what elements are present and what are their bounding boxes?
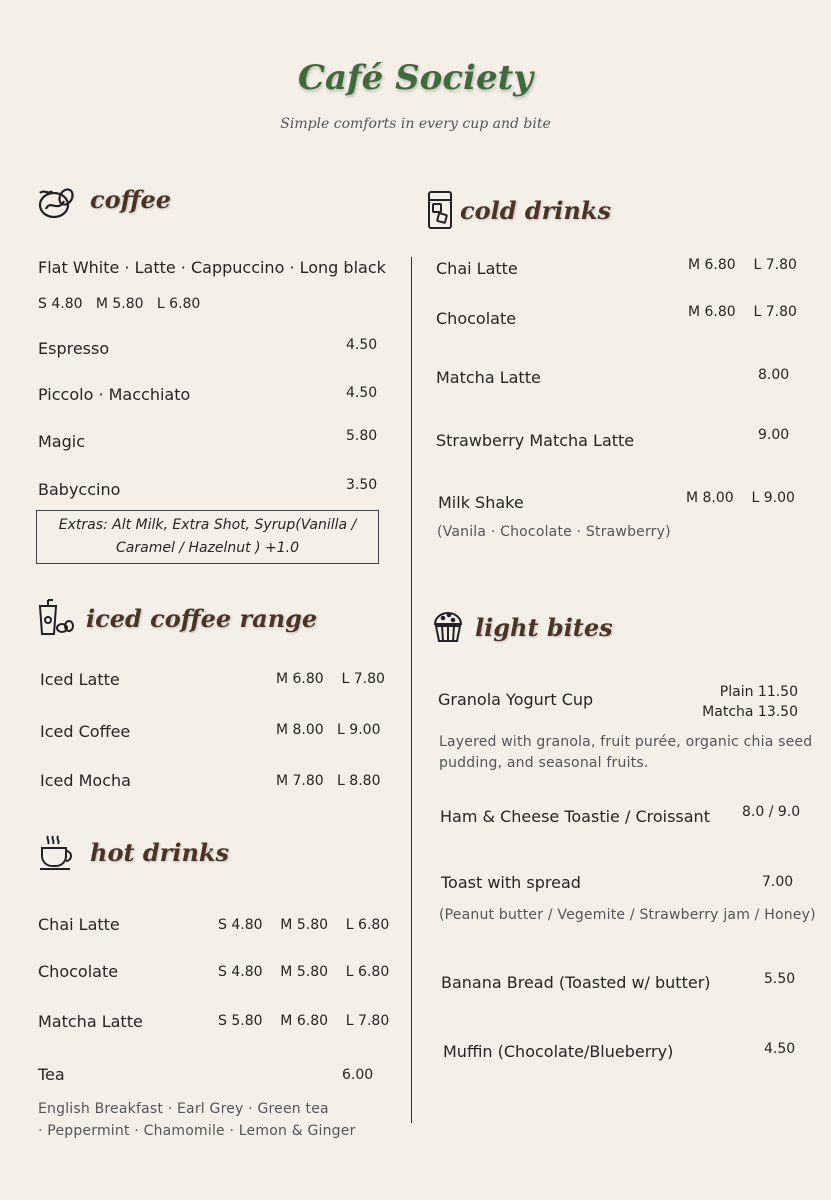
tea-note-line-2: · Peppermint · Chamomile · Lemon & Ginger <box>38 1123 356 1139</box>
menu-item-cold-chai-latte: Chai Latte <box>436 259 518 278</box>
menu-item-tea: Tea <box>38 1065 65 1084</box>
section-title-coffee: coffee <box>90 185 172 214</box>
granola-note-line-2: pudding, and seasonal fruits. <box>439 755 649 771</box>
menu-item-magic: Magic <box>38 432 86 451</box>
price-toast-with-spread: 7.00 <box>762 874 794 890</box>
menu-item-toast-with-spread: Toast with spread <box>441 873 581 892</box>
menu-title: Café Society <box>297 58 534 98</box>
menu-item-milk-shake: Milk Shake <box>438 493 524 512</box>
granola-note-line-1: Layered with granola, fruit purée, organic chia seed <box>439 734 813 750</box>
price-iced-mocha: M 7.80 L 8.80 <box>276 773 381 789</box>
extras-line-2: Caramel / Hazelnut ) +1.0 <box>116 540 299 556</box>
menu-item-iced-coffee: Iced Coffee <box>40 722 131 741</box>
menu-item-muffin: Muffin (Chocolate/Blueberry) <box>443 1042 674 1061</box>
iced-glass-icon <box>427 190 453 234</box>
section-title-light-bites: light bites <box>475 613 613 642</box>
iced-coffee-cup-icon <box>34 598 74 642</box>
section-title-hot-drinks: hot drinks <box>90 838 230 867</box>
price-cold-matcha-latte: 8.00 <box>758 367 790 383</box>
price-hot-matcha-latte: S 5.80 M 6.80 L 7.80 <box>218 1013 390 1029</box>
price-granola-plain: Plain 11.50 <box>719 684 798 700</box>
muffin-icon <box>431 608 465 648</box>
milkshake-flavors-note: (Vanila · Chocolate · Strawberry) <box>437 524 671 540</box>
coffee-beans-icon <box>36 185 76 227</box>
price-cold-chocolate: M 6.80 L 7.80 <box>688 304 797 320</box>
price-banana-bread: 5.50 <box>764 971 796 987</box>
menu-item-strawberry-matcha-latte: Strawberry Matcha Latte <box>436 431 635 450</box>
price-espresso: 4.50 <box>346 337 378 353</box>
price-babyccino: 3.50 <box>346 477 378 493</box>
price-strawberry-matcha-latte: 9.00 <box>758 427 790 443</box>
menu-item-hot-chai-latte: Chai Latte <box>38 915 120 934</box>
price-cold-chai-latte: M 6.80 L 7.80 <box>688 257 797 273</box>
section-title-cold-drinks: cold drinks <box>460 196 612 225</box>
menu-item-ham-cheese-toastie: Ham & Cheese Toastie / Croissant <box>440 807 710 826</box>
hot-cup-icon <box>36 832 78 876</box>
menu-item-iced-mocha: Iced Mocha <box>40 771 131 790</box>
price-milk-shake: M 8.00 L 9.00 <box>686 490 795 506</box>
menu-item-hot-chocolate: Chocolate <box>38 962 119 981</box>
price-magic: 5.80 <box>346 428 378 444</box>
price-tea: 6.00 <box>342 1067 374 1083</box>
menu-subtitle: Simple comforts in every cup and bite <box>280 116 551 132</box>
section-title-iced-coffee: iced coffee range <box>86 604 318 633</box>
menu-item-hot-matcha-latte: Matcha Latte <box>38 1012 143 1031</box>
toast-spread-note: (Peanut butter / Vegemite / Strawberry jam / Honey) <box>439 907 816 923</box>
price-iced-coffee: M 8.00 L 9.00 <box>276 722 381 738</box>
extras-line-1: Extras: Alt Milk, Extra Shot, Syrup(Vanilla / <box>58 517 357 533</box>
extras-box <box>36 510 379 564</box>
menu-item-piccolo-macchiato: Piccolo · Macchiato <box>38 385 191 404</box>
menu-item-cold-matcha-latte: Matcha Latte <box>436 368 541 387</box>
price-piccolo-macchiato: 4.50 <box>346 385 378 401</box>
menu-item-cold-chocolate: Chocolate <box>436 309 517 328</box>
price-hot-chocolate: S 4.80 M 5.80 L 6.80 <box>218 964 390 980</box>
price-coffee-classics: S 4.80 M 5.80 L 6.80 <box>38 296 201 312</box>
price-granola-matcha: Matcha 13.50 <box>702 704 798 720</box>
price-iced-latte: M 6.80 L 7.80 <box>276 671 385 687</box>
price-muffin: 4.50 <box>764 1041 796 1057</box>
menu-item-babyccino: Babyccino <box>38 480 121 499</box>
tea-note-line-1: English Breakfast · Earl Grey · Green tea <box>38 1101 329 1117</box>
menu-item-iced-latte: Iced Latte <box>40 670 120 689</box>
price-hot-chai-latte: S 4.80 M 5.80 L 6.80 <box>218 917 390 933</box>
menu-item-granola-yogurt-cup: Granola Yogurt Cup <box>438 690 594 709</box>
column-divider <box>411 257 412 1123</box>
price-ham-cheese-toastie: 8.0 / 9.0 <box>742 804 801 820</box>
menu-item-banana-bread: Banana Bread (Toasted w/ butter) <box>441 973 711 992</box>
menu-item-espresso: Espresso <box>38 339 110 358</box>
menu-item-coffee-classics: Flat White · Latte · Cappuccino · Long black <box>38 258 386 277</box>
